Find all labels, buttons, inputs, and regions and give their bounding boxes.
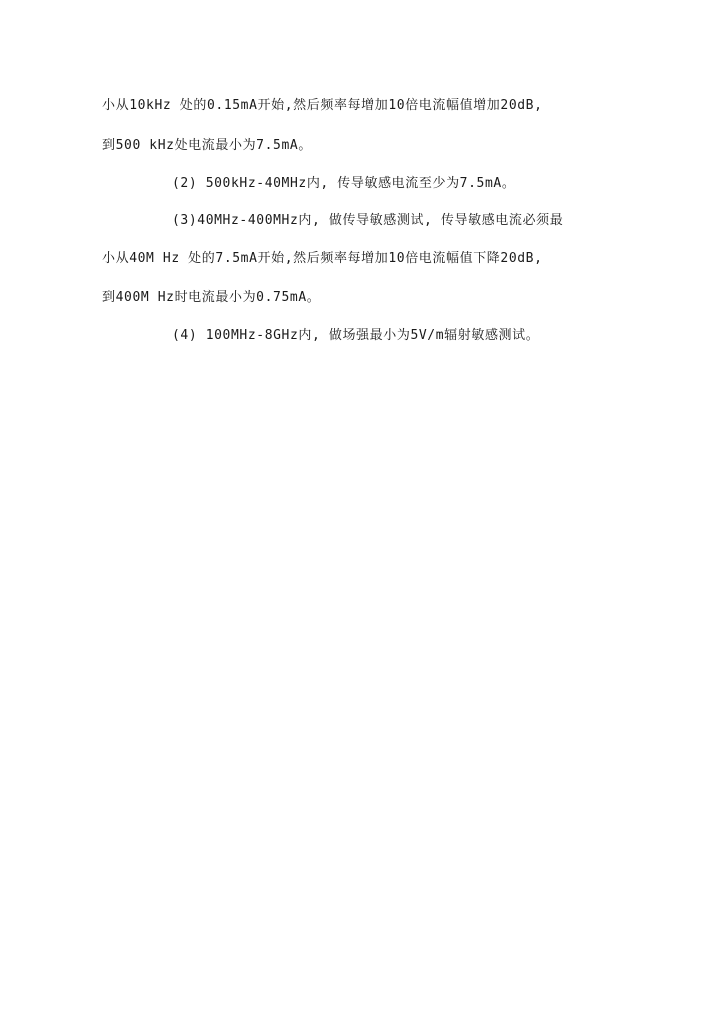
text-line-6: 到400M Hz时电流最小为0.75mA。: [102, 290, 321, 305]
text-line-2: 到500 kHz处电流最小为7.5mA。: [102, 138, 312, 153]
text-line-1: 小从10kHz 处的0.15mA开始,然后频率每增加10倍电流幅值增加20dB,: [102, 98, 543, 113]
text-line-7: (4) 100MHz-8GHz内, 做场强最小为5V/m辐射敏感测试。: [172, 328, 540, 343]
text-line-5: 小从40M Hz 处的7.5mA开始,然后频率每增加10倍电流幅值下降20dB,: [102, 251, 543, 266]
text-line-3: (2) 500kHz-40MHz内, 传导敏感电流至少为7.5mA。: [172, 176, 516, 191]
text-line-4: (3)40MHz-400MHz内, 做传导敏感测试, 传导敏感电流必须最: [172, 213, 564, 228]
